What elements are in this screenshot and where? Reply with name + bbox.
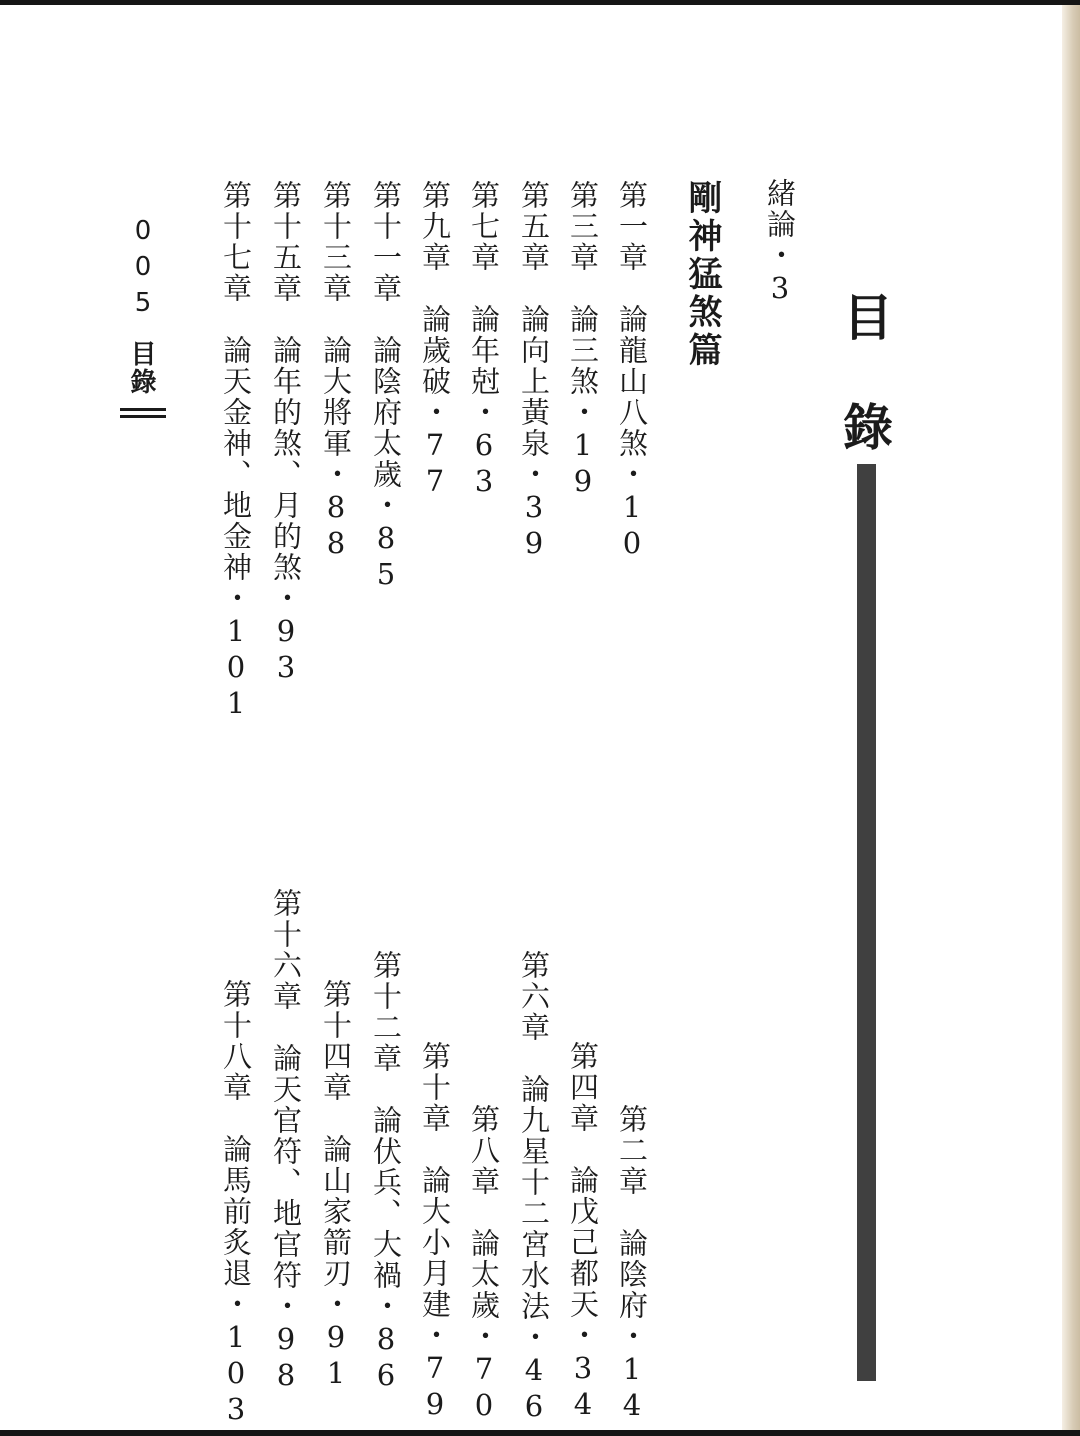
toc-entry: 第五章 論向上黃泉・39 xyxy=(517,180,551,562)
toc-entry: 第七章 論年尅・63 xyxy=(467,180,501,500)
top-border xyxy=(0,0,1080,5)
toc-entry: 第二章 論陰府・14 xyxy=(615,1104,649,1424)
section-title: 剛神猛煞篇 xyxy=(682,180,722,370)
toc-entry: 第十五章 論年的煞、月的煞・93 xyxy=(269,180,303,686)
toc-entry: 第三章 論三煞・19 xyxy=(566,180,600,500)
toc-entry: 第四章 論戊己都天・34 xyxy=(566,1041,600,1423)
title-decorative-bar xyxy=(857,464,876,1381)
page-edge xyxy=(1062,5,1080,1430)
toc-entry: 第十三章 論大將軍・88 xyxy=(319,180,353,562)
intro-entry: 緒論・3 xyxy=(763,178,797,307)
page-number: 005 xyxy=(128,216,158,324)
toc-entry: 第十六章 論天官符、地官符・98 xyxy=(269,888,303,1394)
toc-entry: 第八章 論太歲・70 xyxy=(467,1104,501,1424)
folio-rule xyxy=(120,415,166,418)
toc-entry: 第十八章 論馬前炙退・103 xyxy=(219,979,253,1428)
toc-entry: 第一章 論龍山八煞・10 xyxy=(615,180,649,562)
folio-rule xyxy=(120,408,166,411)
running-header-label: 目錄 xyxy=(126,340,156,396)
page-title-char-1: 目 xyxy=(843,288,893,347)
toc-entry: 第十章 論大小月建・79 xyxy=(418,1041,452,1423)
toc-entry: 第十二章 論伏兵、大禍・86 xyxy=(369,950,403,1394)
bottom-border xyxy=(0,1430,1080,1436)
toc-entry: 第十七章 論天金神、地金神・101 xyxy=(219,180,253,722)
toc-entry: 第六章 論九星十二宮水法・46 xyxy=(517,950,551,1425)
toc-entry: 第九章 論歲破・77 xyxy=(418,180,452,500)
toc-entry: 第十四章 論山家箭刃・91 xyxy=(319,979,353,1392)
toc-entry: 第十一章 論陰府太歲・85 xyxy=(369,180,403,593)
page-title-char-2: 錄 xyxy=(843,398,893,457)
